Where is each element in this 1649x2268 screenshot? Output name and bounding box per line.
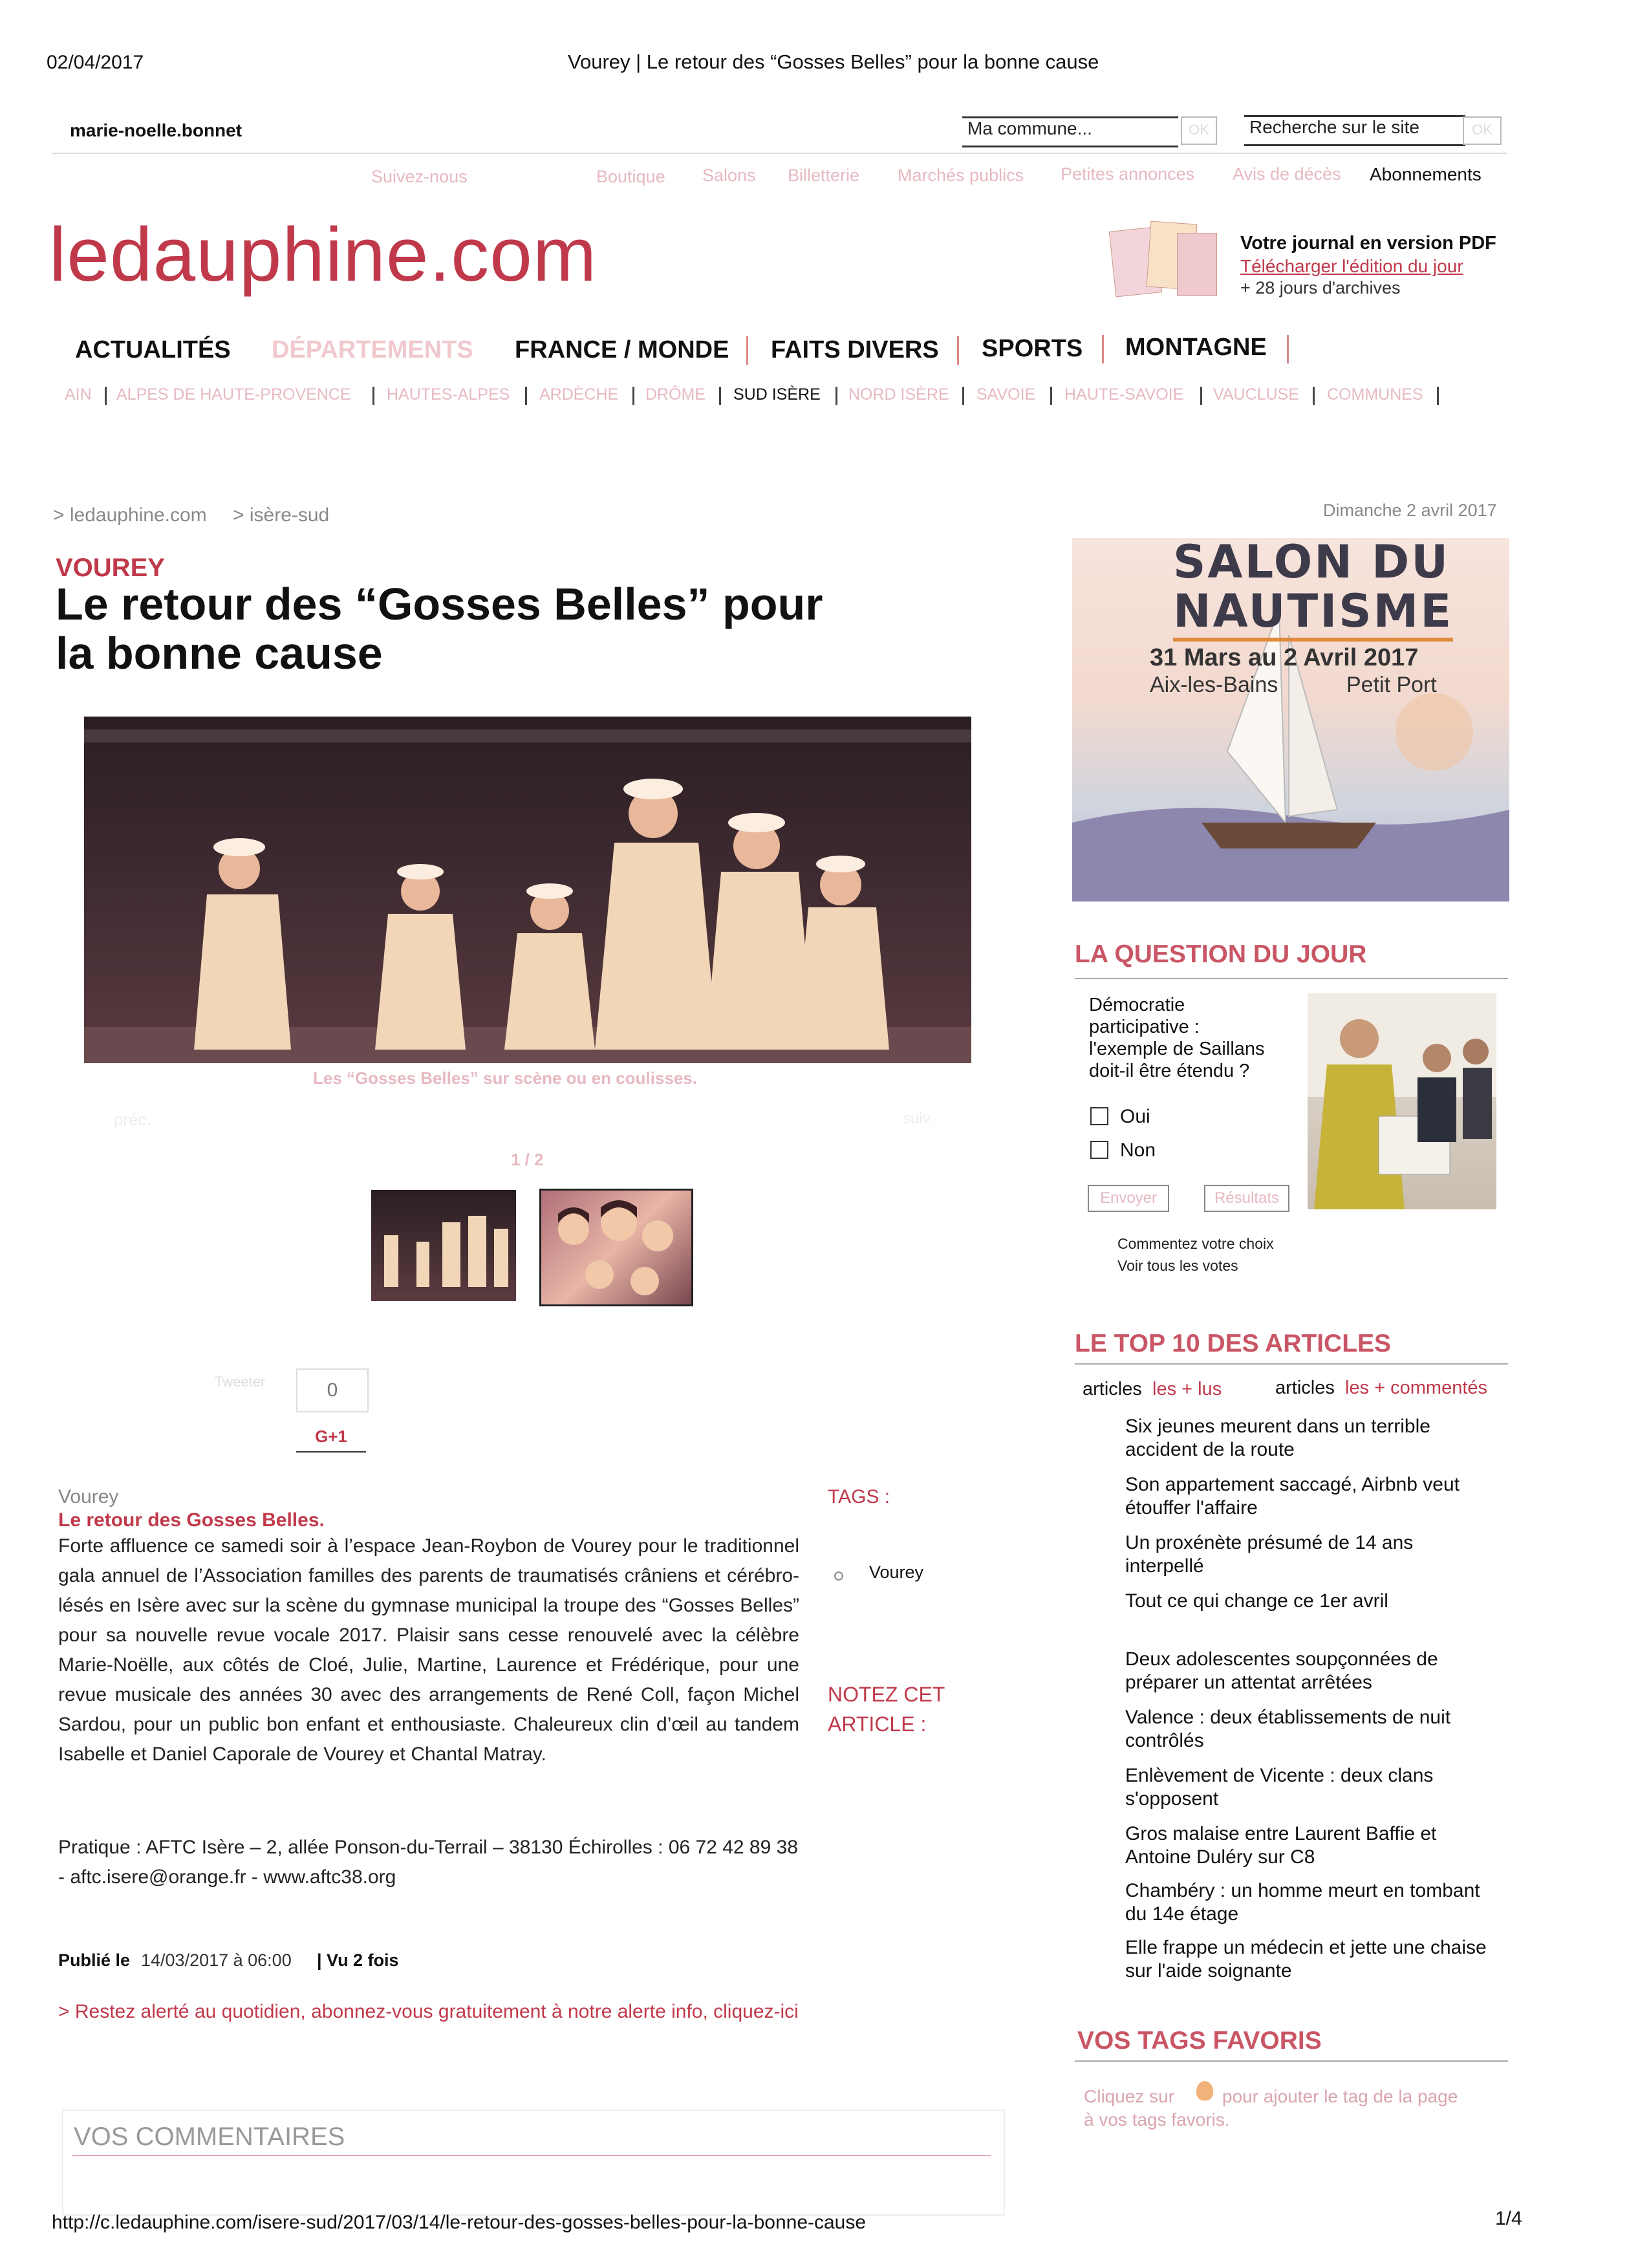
comment-choice-link[interactable]: Commentez votre choix: [1117, 1235, 1274, 1252]
ad-dates: 31 Mars au 2 Avril 2017: [1150, 644, 1419, 671]
footer-url: http://c.ledauphine.com/isere-sud/2017/03/14/le-retour-des-gosses-belles-pour-la-bonne-cause: [52, 2212, 867, 2233]
page-date: Dimanche 2 avril 2017: [1323, 501, 1497, 520]
view-count: | Vu 2 fois: [317, 1950, 399, 1970]
top-link-salons[interactable]: Salons: [702, 166, 756, 185]
option-yes-checkbox[interactable]: [1090, 1107, 1108, 1125]
option-yes-label[interactable]: Oui: [1120, 1106, 1150, 1127]
top-link-ads[interactable]: Petites annonces: [1061, 164, 1195, 184]
rate-title-line1: NOTEZ CET: [828, 1683, 945, 1706]
tags-title: TAGS :: [828, 1486, 890, 1507]
subnav-separator: [719, 387, 721, 405]
tab-most-commented[interactable]: les + commentés: [1345, 1377, 1488, 1398]
article-kicker: VOUREY: [56, 554, 165, 582]
subnav-separator: [1050, 387, 1052, 405]
photo-next-button[interactable]: suiv.: [903, 1110, 934, 1127]
top-article-7[interactable]: Enlèvement de Vicente : deux clans s'opposent: [1125, 1765, 1434, 1809]
rate-title-line2: ARTICLE :: [828, 1712, 927, 1736]
tab-most-read[interactable]: les + lus: [1152, 1379, 1222, 1399]
tab-most-read-prefix[interactable]: articles: [1083, 1379, 1142, 1399]
fav-tags-text-after: pour ajouter le tag de la page: [1222, 2086, 1458, 2106]
fav-tags-text-before: Cliquez sur: [1084, 2086, 1175, 2106]
article-location: Vourey: [58, 1486, 119, 1507]
footer-page-number: 1/4: [1495, 2208, 1522, 2229]
pdf-title: Votre journal en version PDF: [1240, 233, 1496, 254]
top10-underline: [1075, 1363, 1508, 1365]
subnav-ardeche[interactable]: ARDÈCHE: [539, 385, 619, 404]
tab-most-commented-prefix[interactable]: articles: [1275, 1377, 1335, 1398]
top-link-markets[interactable]: Marchés publics: [898, 166, 1024, 185]
pdf-download-link[interactable]: Télécharger l'édition du jour: [1240, 256, 1463, 276]
top-article-6[interactable]: Valence : deux établissements de nuit contrôlés: [1125, 1707, 1451, 1751]
commune-search-input[interactable]: Ma commune...: [962, 116, 1178, 147]
nav-separator: [957, 336, 959, 365]
all-votes-link[interactable]: Voir tous les votes: [1117, 1257, 1238, 1274]
ad-place2: Petit Port: [1346, 673, 1437, 697]
add-tag-icon[interactable]: [1196, 2081, 1213, 2101]
subnav-hautes-alpes[interactable]: HAUTES-ALPES: [387, 385, 510, 404]
alert-signup-link[interactable]: > Restez alerté au quotidien, abonnez-vous gratuitement à notre alerte info, cliquez-ici: [58, 2001, 799, 2022]
nav-separator: [746, 336, 748, 365]
nav-faits-divers[interactable]: FAITS DIVERS: [771, 336, 939, 363]
print-title: Vourey | Le retour des “Gosses Belles” pour la bonne cause: [568, 50, 1099, 73]
top-article-10[interactable]: Elle frappe un médecin et jette une chaise sur l'aide soignante: [1125, 1937, 1487, 1982]
article-headline-line2: la bonne cause: [56, 628, 383, 678]
question-photo[interactable]: [1308, 993, 1496, 1209]
published-label: Publié le: [58, 1950, 131, 1970]
question-underline: [1075, 978, 1508, 979]
question-text-4: doit-il être étendu ?: [1089, 1061, 1250, 1081]
header-divider: [52, 153, 1507, 154]
pdf-thumbnail[interactable]: [1112, 217, 1216, 304]
option-no-checkbox[interactable]: [1090, 1141, 1108, 1159]
subnav-sud-isere[interactable]: SUD ISÈRE: [733, 385, 821, 404]
article-subtitle: Le retour des Gosses Belles.: [58, 1509, 325, 1531]
tweet-count: 0: [296, 1368, 369, 1412]
ad-place1: Aix-les-Bains: [1150, 673, 1278, 697]
commune-ok-button[interactable]: OK: [1181, 116, 1217, 145]
article-practical: Pratique : AFTC Isère – 2, allée Ponson-du-Terrail – 38130 Échirolles : 06 72 42 89 38 - aftc.isere@orange.fr - www.aftc38.org: [58, 1837, 798, 1888]
subnav-ain[interactable]: AIN: [65, 385, 92, 404]
nav-separator: [1287, 335, 1289, 363]
subnav-communes[interactable]: COMMUNES: [1327, 385, 1423, 404]
site-ok-button[interactable]: OK: [1463, 116, 1502, 145]
pdf-archives: + 28 jours d'archives: [1240, 278, 1401, 297]
subnav-haute-savoie[interactable]: HAUTE-SAVOIE: [1064, 385, 1184, 404]
article-photo[interactable]: [84, 717, 971, 1063]
subnav-separator: [372, 387, 374, 405]
subnav-separator: [525, 387, 527, 405]
question-title: LA QUESTION DU JOUR: [1075, 940, 1367, 968]
top10-title: LE TOP 10 DES ARTICLES: [1075, 1330, 1392, 1357]
subnav-separator: [962, 387, 964, 405]
subnav-separator: [632, 387, 634, 405]
subnav-separator: [835, 387, 837, 405]
top-article-2[interactable]: Son appartement saccagé, Airbnb veut étouffer l'affaire: [1125, 1474, 1460, 1518]
subnav-separator: [105, 387, 107, 405]
nav-france-monde[interactable]: FRANCE / MONDE: [515, 336, 729, 363]
subnav-savoie[interactable]: SAVOIE: [976, 385, 1036, 404]
nav-separator: [1102, 335, 1104, 363]
subnav-separator: [1313, 387, 1315, 405]
top-link-follow[interactable]: Suivez-nous: [371, 167, 468, 186]
fav-tags-text-line2: à vos tags favoris.: [1084, 2110, 1230, 2130]
site-search-input[interactable]: Recherche sur le site: [1244, 115, 1465, 146]
thumbnail-2[interactable]: [539, 1189, 693, 1306]
tweet-button[interactable]: Tweeter: [215, 1374, 266, 1390]
send-vote-button[interactable]: Envoyer: [1088, 1185, 1169, 1212]
breadcrumb-section[interactable]: > isère-sud: [233, 504, 330, 526]
comments-underline: [72, 2155, 991, 2156]
question-text-1: Démocratie: [1089, 995, 1185, 1015]
photo-caption: Les “Gosses Belles” sur scène ou en coulisses.: [313, 1068, 697, 1088]
top-article-8[interactable]: Gros malaise entre Laurent Baffie et Antoine Duléry sur C8: [1125, 1823, 1437, 1868]
top-link-subscriptions[interactable]: Abonnements: [1370, 164, 1482, 184]
question-text-2: participative :: [1089, 1017, 1200, 1037]
fav-tags-title: VOS TAGS FAVORIS: [1077, 2027, 1322, 2055]
top-article-3[interactable]: Un proxénète présumé de 14 ans interpellé: [1125, 1532, 1414, 1577]
top-link-shop[interactable]: Boutique: [596, 167, 665, 186]
photo-counter: 1 / 2: [511, 1150, 544, 1169]
subnav-alpes-haute-provence[interactable]: ALPES DE HAUTE-PROVENCE: [116, 385, 351, 404]
subnav-nord-isere[interactable]: NORD ISÈRE: [848, 385, 949, 404]
article-headline-line1: Le retour des “Gosses Belles” pour: [56, 579, 823, 629]
gplus-button[interactable]: G+1: [296, 1427, 366, 1453]
nav-montagne[interactable]: MONTAGNE: [1125, 334, 1267, 361]
nav-sports[interactable]: SPORTS: [982, 335, 1083, 362]
option-no-label[interactable]: Non: [1120, 1139, 1156, 1161]
subnav-separator: [1200, 387, 1202, 405]
top-article-1[interactable]: Six jeunes meurent dans un terrible accident de la route: [1125, 1416, 1430, 1460]
article-body: Forte affluence ce samedi soir à l’espace Jean-Roybon de Vourey pour le traditionnel gala annuel de l’Association familles des parents de traumatisés crâniens et cérébro-lésés en Isère avec sur la scène du gymnase municipal la troupe des “Gosses Belles” pour sa nouvelle revue vocale 2017. Plaisir sans cesse renouvelé avec la célèbre Marie-Noëlle, aux côtés de Cloé, Julie, Martine, Laurence et Frédérique, pour une revue musicale des années 30 avec des arrangements de René Coll, façon Michel Sardou, pour un public bon enfant et enthousiaste. Chaleureux clin d’œil au tandem Isabelle et Daniel Caporale de Vourey et Chantal Matray.: [58, 1535, 799, 1765]
subnav-vaucluse[interactable]: VAUCLUSE: [1213, 385, 1299, 404]
top-link-obituaries[interactable]: Avis de décès: [1233, 164, 1341, 184]
comments-title: VOS COMMENTAIRES: [74, 2122, 345, 2151]
tag-bullet: [834, 1571, 843, 1581]
top-article-4[interactable]: Tout ce qui change ce 1er avril: [1125, 1590, 1388, 1612]
breadcrumb-home[interactable]: > ledauphine.com: [53, 504, 207, 526]
photo-prev-button[interactable]: préc.: [114, 1110, 151, 1129]
tag-vourey[interactable]: Vourey: [869, 1562, 924, 1582]
ad-title-line1: SALON DU: [1173, 535, 1450, 589]
results-button[interactable]: Résultats: [1204, 1185, 1289, 1212]
top-article-9[interactable]: Chambéry : un homme meurt en tombant du 14e étage: [1125, 1880, 1480, 1925]
nav-actualites[interactable]: ACTUALITÉS: [75, 336, 231, 363]
subnav-separator: [1437, 387, 1439, 405]
fav-tags-underline: [1075, 2060, 1508, 2062]
subnav-drome[interactable]: DRÔME: [645, 385, 706, 404]
site-logo[interactable]: ledauphine.com: [49, 212, 598, 297]
top-link-tickets[interactable]: Billetterie: [788, 166, 860, 185]
print-date: 02/04/2017: [47, 52, 144, 73]
username[interactable]: marie-noelle.bonnet: [70, 120, 242, 140]
ad-title-line2: NAUTISME: [1173, 585, 1453, 642]
top-article-5[interactable]: Deux adolescentes soupçonnées de préparer un attentat arrêtées: [1125, 1648, 1438, 1693]
nav-departements[interactable]: DÉPARTEMENTS: [272, 336, 473, 363]
thumbnail-1[interactable]: [371, 1190, 516, 1301]
published-date: 14/03/2017 à 06:00: [141, 1950, 292, 1970]
question-text-3: l'exemple de Saillans: [1089, 1039, 1265, 1059]
